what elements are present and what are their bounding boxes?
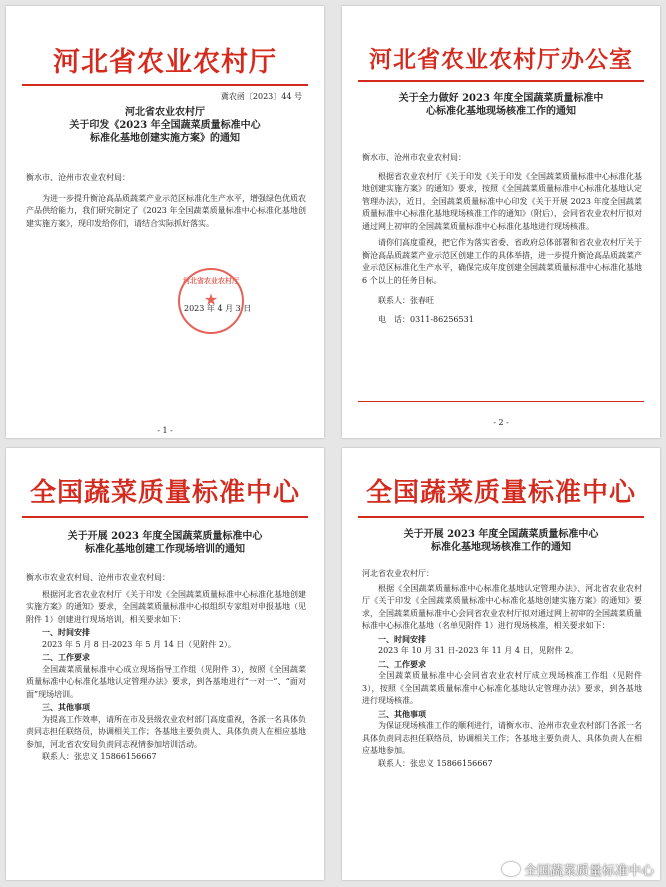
issue-date: 2023 年 4 月 3 日: [184, 304, 252, 313]
header-rule: [22, 516, 308, 518]
doc-number: 冀农函〔2023〕44 号: [220, 92, 302, 101]
contact-phone: 电 话：0311-86256531: [378, 314, 474, 324]
section-1-text: 2023 年 10 月 31 日-2023 年 11 月 4 日，见附件 2。: [378, 646, 579, 655]
page2-body: [362, 152, 642, 326]
page2-header: 河北省农业农村厅办公室: [369, 46, 633, 73]
section-1-title: 一、时间安排: [42, 627, 90, 637]
page4-header: 全国蔬菜质量标准中心: [365, 478, 636, 508]
section-3-title: 三、其他事项: [42, 702, 90, 712]
page1-header: 河北省农业农村厅: [53, 47, 277, 78]
section-2-title: 二、工作要求: [378, 658, 426, 669]
body-text: 为进一步提升衡沧高品质蔬菜产业示范区标准化生产水平，增强绿色优质农产品供给能力，我们研究制定了《2023 年全国蔬菜质量标准中心标准化基地创建实施方案》，现印发给你们，请结合实际抓好落实。: [26, 193, 306, 228]
page-number: - 2 -: [493, 418, 509, 427]
section-1-text: 2023 年 5 月 8 日-2023 年 5 月 14 日（见附件 2）。: [42, 639, 236, 649]
page1-title: 河北省农业农村厅 关于印发《2023 年全国蔬菜质量标准中心 标准化基地创建实施方案》的通知: [69, 107, 261, 144]
recipient: 河北省农业农村厅：: [362, 569, 434, 578]
page4-body: [362, 568, 642, 770]
paragraph-1: 根据省农业农村厅《关于印发《关于印发《全国蔬菜质量标准中心标准化基地创建实施方案》的通知》要求，按照《全国蔬菜质量标准中心标准化基地认定管理办法》，近日，全国蔬菜质量标准中心印发《关于开展 2023 年度全国蔬菜质量标准中心标准化基地现场核准工作的通知》（附后），会同省农业农村厅拟对通过网上初审的全国蔬菜质量标准中心标准化基地进行现场核准。: [362, 171, 642, 231]
page1-body: [26, 172, 306, 230]
section-1-title: 一、时间安排: [378, 633, 426, 644]
watermark: 全国蔬菜质量标准中心: [502, 860, 654, 879]
official-seal: 河北省农业农村厅 ★: [178, 268, 244, 334]
recipient: 衡水市、沧州市农业农村局：: [26, 173, 130, 182]
contact: 联系人：张忠义 15866156667: [378, 758, 493, 768]
section-3-text: 为提高工作效率，请所在市及县级农业农村部门高度重视，各派一名具体负责同志担任联络员，协调相关工作；各基地主要负责人、具体负责人在相应基地参加，河北省农安局负责同志视情参加培训活动。: [26, 714, 306, 749]
recipient: 衡水市农业农村局、沧州市农业农村局：: [26, 573, 170, 582]
document-page-1: [6, 6, 324, 438]
section-2-text: 全国蔬菜质量标准中心成立现场指导工作组（见附件 3），按照《全国蔬菜质量标准中心标准化基地认定管理办法》要求，到各基地进行“一对一”、“面对面”现场培训。: [26, 664, 306, 699]
document-page-4: [342, 448, 660, 880]
contact: 联系人：张忠义 15866156667: [42, 752, 157, 761]
section-2-title: 二、工作要求: [42, 652, 90, 662]
document-page-3: [6, 448, 324, 880]
page4-title: 关于开展 2023 年度全国蔬菜质量标准中心 标准化基地现场核准工作的通知: [403, 529, 599, 553]
page2-title: 关于全力做好 2023 年度全国蔬菜质量标准中 心标准化基地现场核准工作的通知: [398, 93, 604, 117]
intro-text: 根据《全国蔬菜质量标准中心标准化基地认定管理办法》、河北省农业农村厅《关于印发《全国蔬菜质量标准中心标准化基地创建实施方案》的通知》要求，全国蔬菜质量标准中心会同省农业农村厅拟对通过网上初审的全国蔬菜质量标准中心标准化基地（名单见附件 1）进行现场核准，相关要求如下：: [362, 583, 642, 630]
section-3-text: 为保证现场核准工作的顺利进行，请衡水市、沧州市农业农村部门各派一名具体负责同志担任联络员，协调相关工作；各基地主要负责人、具体负责人在相应基地参加。: [362, 721, 642, 755]
paragraph-2: 请你们高度重视，把它作为落实省委、省政府总体部署和省农业农村厅关于衡沧高品质蔬菜产业示范区创建工作的具体举措，进一步提升衡沧高品质蔬菜产业示范区标准化生产水平，确保完成年度创建全国蔬菜质量标准中心标准化基地 6 个以上的任务目标。: [362, 238, 642, 285]
page3-title: 关于开展 2023 年度全国蔬菜质量标准中心 标准化基地创建工作现场培训的通知: [67, 531, 263, 555]
intro-text: 根据河北省农业农村厅《关于印发《全国蔬菜质量标准中心标准化基地创建实施方案》的通知》要求，全国蔬菜质量标准中心拟组织专家组对申报基地（见附件 1）创建进行现场培训，相关要求如下：: [26, 589, 306, 624]
section-2-text: 全国蔬菜质量标准中心会同省农业农村厅成立现场核准工作组（见附件 3），按照《全国蔬菜质量标准中心标准化基地认定管理办法》要求，到各基地进行现场核准。: [362, 671, 642, 705]
recipient: 衡水市、沧州市农业农村局：: [362, 153, 466, 162]
contact-name: 联系人：张春旺: [378, 296, 434, 305]
header-rule: [358, 516, 644, 518]
document-page-2: [342, 6, 660, 438]
header-rule: [358, 80, 644, 82]
star-icon: ★: [203, 290, 219, 309]
wechat-icon: [502, 862, 520, 876]
page3-header: 全国蔬菜质量标准中心: [29, 478, 300, 508]
header-rule: [22, 84, 308, 86]
page-number: - 1 -: [157, 426, 173, 435]
footer-rule: [358, 401, 644, 402]
section-3-title: 三、其他事项: [378, 708, 426, 719]
page3-body: [26, 572, 306, 764]
